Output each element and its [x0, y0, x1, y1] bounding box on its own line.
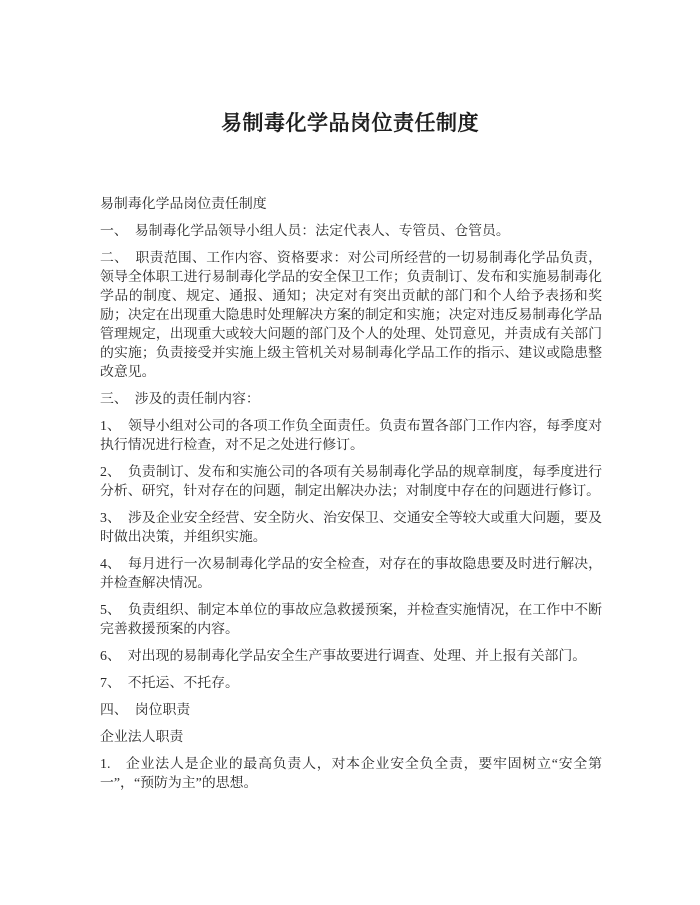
doc-paragraph: 3、 涉及企业安全经营、安全防火、治安保卫、交通安全等较大或重大问题，要及时做出决策，并组织实施。	[100, 511, 602, 545]
doc-paragraph: 5、 负责组织、制定本单位的事故应急救援预案，并检查实施情况，在工作中不断完善救援预案的内容。	[100, 603, 602, 637]
doc-paragraph: 7、 不托运、不托存。	[100, 676, 239, 691]
document-title: 易制毒化学品岗位责任制度	[221, 111, 479, 135]
doc-paragraph: 4、 每月进行一次易制毒化学品的安全检查，对存在的事故隐患要及时进行解决，并检查解决情况。	[100, 557, 602, 591]
document-body	[0, 195, 700, 793]
doc-paragraph: 1. 企业法人是企业的最高负责人，对本企业安全负全责，要牢固树立“安全第一”，“预防为主”的思想。	[100, 757, 602, 791]
doc-paragraph: 2、 负责制订、发布和实施公司的各项有关易制毒化学品的规章制度，每季度进行分析、研究，针对存在的问题，制定出解决办法；对制度中存在的问题进行修订。	[100, 465, 602, 499]
doc-paragraph: 二、 职责范围、工作内容、资格要求：对公司所经营的一切易制毒化学品负责，领导全体职工进行易制毒化学品的安全保卫工作；负责制订、发布和实施易制毒化学品的制度、规定、通报、通知；决定对有突出贡献的部门和个人给予表扬和奖励；决定在出现重大隐患时处理解决方案的制定和实施；决定对违反易制毒化学品管理规定，出现重大或较大问题的部门及个人的处理、处罚意见，并责成有关部门的实施；负责接受并实施上级主管机关对易制毒化学品工作的指示、建议或隐患整改意见。	[100, 251, 602, 380]
doc-paragraph: 四、 岗位职责	[100, 703, 191, 718]
doc-paragraph: 1、 领导小组对公司的各项工作负全面责任。负责布置各部门工作内容，每季度对执行情况进行检查，对不足之处进行修订。	[100, 419, 602, 453]
doc-paragraph: 一、 易制毒化学品领导小组人员：法定代表人、专管员、仓管员。	[100, 224, 510, 239]
doc-paragraph: 企业法人职责	[100, 730, 184, 745]
doc-paragraph: 6、 对出现的易制毒化学品安全生产事故要进行调查、处理、并上报有关部门。	[100, 649, 587, 664]
doc-paragraph: 三、 涉及的责任制内容：	[100, 392, 260, 407]
doc-paragraph: 易制毒化学品岗位责任制度	[100, 197, 267, 212]
